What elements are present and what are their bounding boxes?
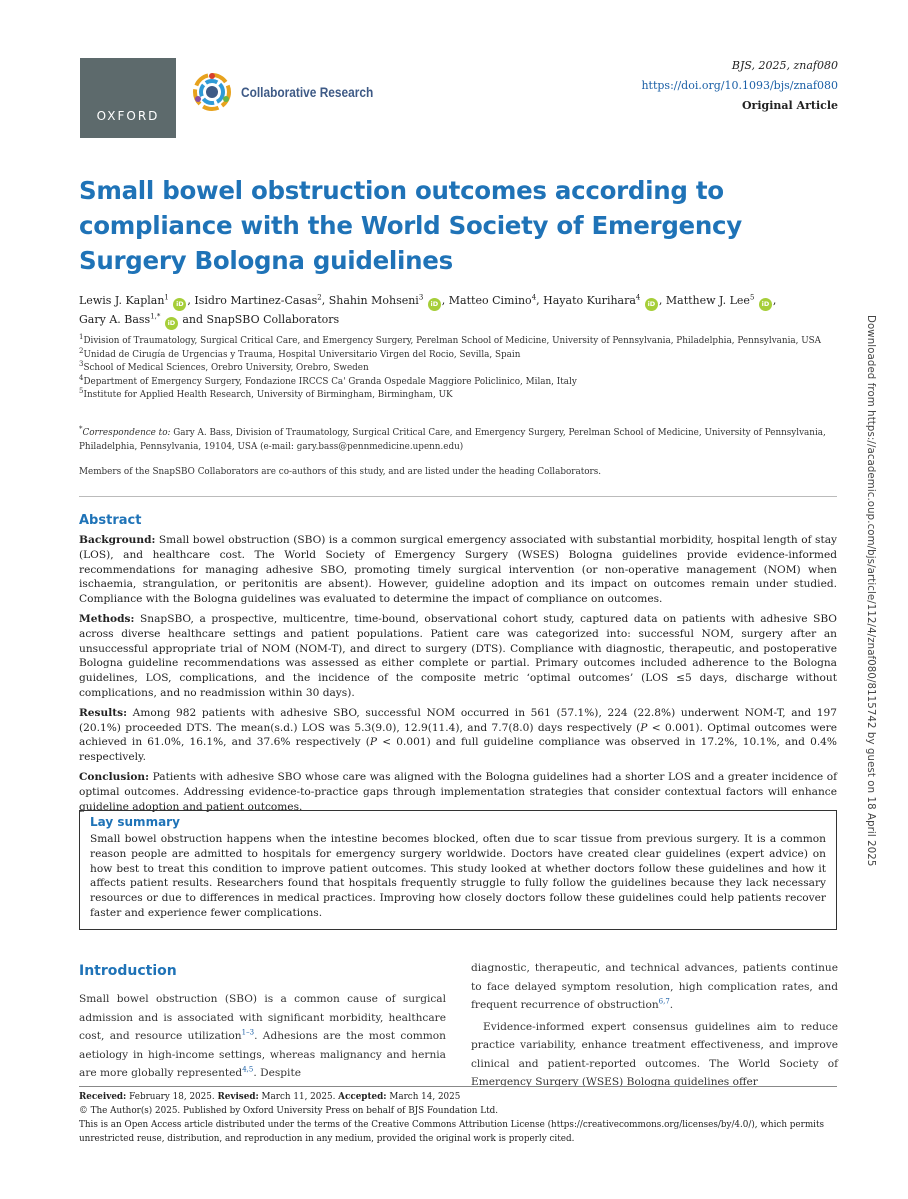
orcid-icon[interactable]: iD: [173, 298, 186, 311]
introduction-left-column: Small bowel obstruction (SBO) is a common cause of surgical admission and is associated with significant morbidity, healthcare cost, and resource utilization$^{1-3}$. Adhesions are the most common aetiology in high-income settings, whereas malignancy and hernia are more globally represented$^{4,5}$. Despite: [79, 993, 446, 1079]
author-name: Shahin Mohseni: [328, 294, 419, 307]
orcid-icon[interactable]: iD: [165, 317, 178, 330]
copyright-line: © The Author(s) 2025. Published by Oxford University Press on behalf of BJS Foundation Ltd.: [79, 1106, 499, 1116]
abstract-heading: Abstract: [79, 513, 142, 528]
affiliation-item: $^2$Unidad de Cirugía de Urgencias y Trauma, Hospital Universitario Virgen del Rocio, Sevilla, Spain: [79, 346, 521, 360]
collaborative-research-logo: [192, 71, 397, 113]
oxford-logo-text: OXFORD: [96, 109, 160, 123]
globe-icon: [192, 72, 232, 112]
abstract-methods: Methods: SnapSBO, a prospective, multicentre, time-bound, observational cohort study, captured data on patients with adhesive SBO across diverse healthcare settings and patient populations. Patient care was categorized into: successful NOM, surgery after an unsuccessful appropriate trial of NOM (NOM-T), and direct to surgery (DTS). Compliance with diagnostic, therapeutic, and postoperative Bologna guideline recommendations was assessed as either complete or partial. Primary outcomes included adherence to the Bologna guidelines, LOS, complications, and the incidence of the composite metric ‘optimal outcomes’ (LOS ≤5 days, discharge without complications, and no readmission within 30 days).: [79, 612, 837, 699]
abstract-conclusion: Conclusion: Patients with adhesive SBO whose care was aligned with the Bologna guidelines had a shorter LOS and a greater incidence of optimal outcomes. Addressing evidence-to-practice gaps through implementation strategies that consider contextual factors will enhance guideline adoption and patient outcomes.: [79, 770, 837, 813]
members-note: Members of the SnapSBO Collaborators are co-authors of this study, and are listed under the heading Collaborators.: [79, 467, 602, 477]
orcid-icon[interactable]: iD: [759, 298, 772, 311]
lay-summary-text: Small bowel obstruction happens when the intestine becomes blocked, often due to scar tissue from previous surgery. It is a common reason people are admitted to hospitals for emergency surgery worldwide. Doctors have created clear guidelines (expert advice) on how best to treat this condition to improve patient outcomes. This study looked at whether doctors follow these guidelines and how it affects patient results. Researchers found that hospitals frequently struggle to fully follow the guidelines because they lack necessary resources or due to differences in medical practices. Improving how closely doctors follow these guidelines could help patients recover faster and experience fewer complications.: [90, 833, 826, 919]
affiliations: [79, 335, 837, 403]
citation-link[interactable]: 4,5: [242, 1065, 254, 1074]
download-watermark: Downloaded from https://academic.oup.com/bjs/article/112/4/znaf080/8115742 by guest on 18 April 2025: [865, 315, 876, 867]
license-text: This is an Open Access article distributed under the terms of the Creative Commons Attribution License (https://creativecommons.org/licenses/by/4.0/), which permits unrestricted reuse, distribution, and reproduction in any medium, provided the original work is properly cited.: [79, 1120, 825, 1144]
author-name: Isidro Martinez-Casas: [194, 294, 318, 307]
doi-link[interactable]: https://doi.org/10.1093/bjs/znaf080: [641, 79, 838, 92]
footer-divider: [79, 1086, 837, 1087]
affiliation-item: $^5$Institute for Applied Health Research, University of Birmingham, Birmingham, UK: [79, 387, 453, 400]
affiliation-item: $^1$Division of Traumatology, Surgical Critical Care, and Emergency Surgery, Perelman School of Medicine, University of Pennsylvania, Philadelphia, Pennsylvania, USA: [79, 333, 822, 346]
author-list: Lewis J. Kaplan$^1$ iD , Isidro Martinez-Casas$^2$, Shahin Mohseni$^3$ iD , Matteo Cimino$^4$, Hayato Kurihara$^4$ iD , Matthew J. Lee$^5$ iD , Gary A. Bass$^{1,*}$ iD and SnapSBO Collaborators: [79, 292, 839, 330]
authors-tail: and SnapSBO Collaborators: [182, 313, 340, 326]
introduction-heading: Introduction: [79, 963, 177, 979]
dates-line: Received: February 18, 2025. Revised: March 11, 2025. Accepted: March 14, 2025: [79, 1092, 461, 1102]
article-type: Original Article: [741, 99, 838, 112]
collaborative-research-text: Collaborative Research: [241, 84, 374, 100]
journal-reference: BJS, 2025, znaf080: [731, 59, 838, 72]
abstract-background: Background: Small bowel obstruction (SBO) is a common surgical emergency associated with substantial morbidity, hospital length of stay (LOS), and healthcare cost. The World Society of Emergency Surgery (WSES) Bologna guidelines provide evidence-informed recommendations for managing adhesive SBO, promoting timely surgical intervention (or non-operative management (NOM) when ischaemia, strangulation, or peritonitis are absent). However, guideline adoption and its impact on outcomes remain under studied. Compliance with the Bologna guidelines was evaluated to determine the impact of compliance on outcomes.: [79, 534, 837, 606]
author-name: Matthew J. Lee: [665, 294, 750, 307]
introduction-right-column: diagnostic, therapeutic, and technical advances, patients continue to face delayed symptom resolution, high complication rates, and frequent recurrence of obstruction$^{6,7}$. Evidence-informed expert consensus guidelines aim to reduce practice variability, enhance treatment effectiveness, and improve clinical and patient-reported outcomes. The World Society of Emergency Surgery (WSES) Bologna guidelines offer: [471, 962, 838, 1088]
article-footer: [79, 1090, 837, 1146]
abstract-results: Results: Among 982 patients with adhesive SBO, successful NOM occurred in 561 (57.1%), 224 (22.8%) underwent NOM-T, and 197 (20.1%) proceeded DTS. The mean(s.d.) LOS was 5.3(9.0), 12.9(11.4), and 7.7(8.0) days respectively (P < 0.001). Optimal outcomes were achieved in 61.0%, 16.1%, and 37.6% respectively (P < 0.001) and full guideline compliance was observed in 17.2%, 10.1%, and 0.4% respectively.: [79, 706, 838, 764]
orcid-icon[interactable]: iD: [645, 298, 658, 311]
lay-summary-box: [79, 810, 837, 930]
oxford-logo: [80, 58, 176, 138]
divider: [79, 496, 837, 497]
abstract: [79, 533, 837, 819]
article-title: Small bowel obstruction outcomes according to compliance with the World Society of Emergency Surgery Bologna guidelines: [79, 176, 742, 275]
citation-link[interactable]: 1–3: [241, 1028, 255, 1037]
lay-summary-heading: Lay summary: [90, 815, 180, 829]
affiliation-item: $^4$Department of Emergency Surgery, Fondazione IRCCS Ca' Granda Ospedale Maggiore Policlinico, Milan, Italy: [79, 373, 577, 387]
author-name: Lewis J. Kaplan: [79, 294, 165, 307]
citation-link[interactable]: 6,7: [658, 997, 670, 1006]
affiliation-item: $^3$School of Medical Sciences, Orebro University, Orebro, Sweden: [79, 360, 369, 373]
correspondence: *Correspondence to: Gary A. Bass, Division of Traumatology, Surgical Critical Care, and Emergency Surgery, Perelman School of Medicine, University of Pennsylvania, Philadelphia, Pennsylvania, 19104, USA (e-mail: gary.bass@pennmedicine.upenn.edu): [79, 425, 826, 452]
author-name: Gary A. Bass: [79, 313, 151, 326]
article-meta: [641, 56, 838, 116]
orcid-icon[interactable]: iD: [428, 298, 441, 311]
author-name: Matteo Cimino: [448, 294, 532, 307]
author-name: Hayato Kurihara: [543, 294, 636, 307]
